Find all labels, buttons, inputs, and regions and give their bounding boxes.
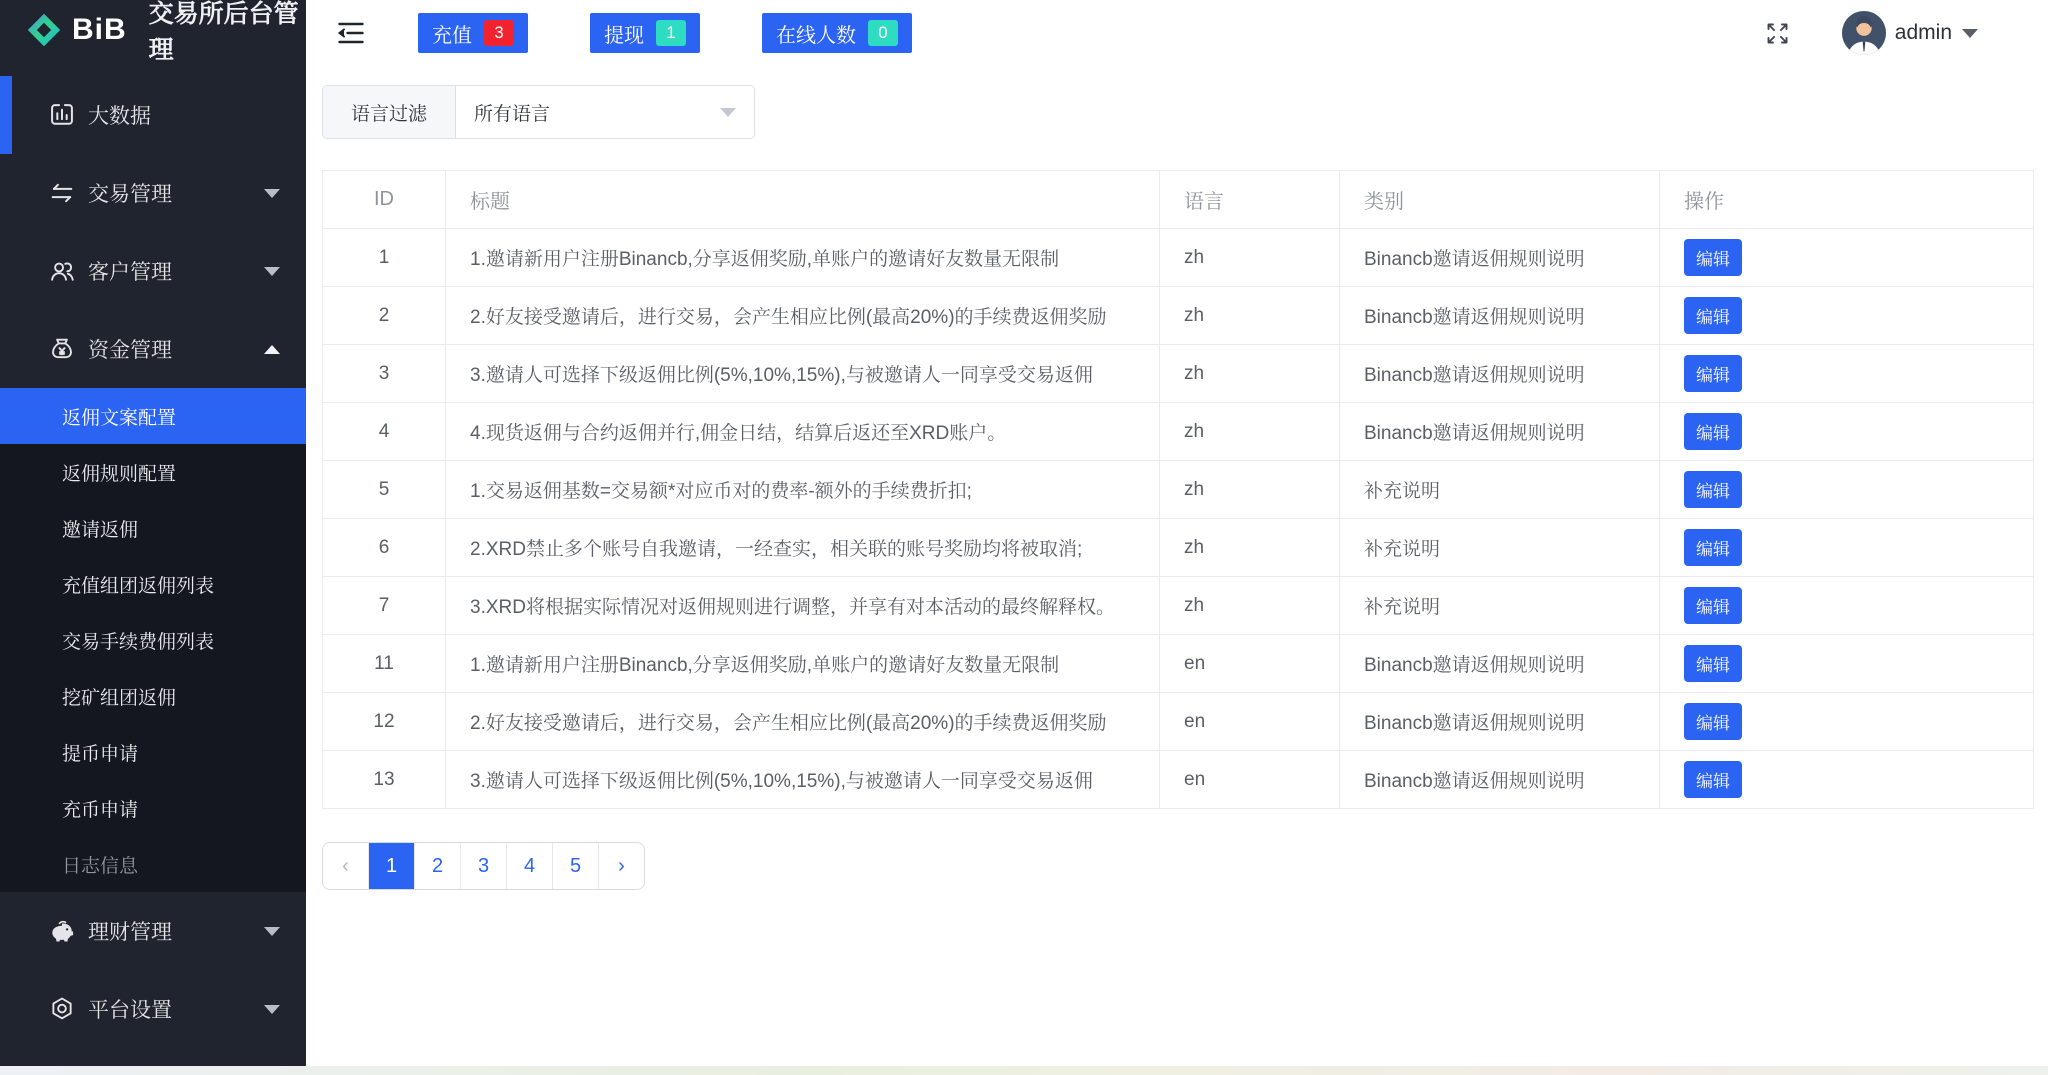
select-chevron-down-icon [720,108,736,117]
cell-id: 1 [323,229,446,287]
pagination-page-5[interactable]: 5 [552,843,598,889]
cell-category: Binancb邀请返佣规则说明 [1340,693,1660,751]
cell-title: 2.好友接受邀请后，进行交易，会产生相应比例(最高20%)的手续费返佣奖励 [446,287,1160,345]
cell-title: 3.邀请人可选择下级返佣比例(5%,10%,15%),与被邀请人一同享受交易返佣 [446,345,1160,403]
submenu-item[interactable]: 提币申请 [62,743,139,765]
cell-language: en [1160,693,1340,751]
language-select-value: 所有语言 [474,103,551,125]
pagination-next[interactable]: › [598,843,644,889]
logo-row [0,0,306,64]
table-row [323,577,2034,635]
chevron-down-icon [264,1005,280,1014]
sidebar-item-users[interactable] [0,232,306,310]
cell-category: Binancb邀请返佣规则说明 [1340,751,1660,809]
brand-gem-icon [26,12,62,48]
edit-button[interactable]: 编辑 [1684,761,1742,798]
cell-actions [1660,693,2034,751]
cell-title: 3.邀请人可选择下级返佣比例(5%,10%,15%),与被邀请人一同享受交易返佣 [446,751,1160,809]
cell-language: zh [1160,403,1340,461]
submenu-item[interactable]: 返佣文案配置 [0,388,306,444]
cell-id: 5 [323,461,446,519]
sidebar-item-label: 交易管理 [88,183,172,206]
cell-actions [1660,345,2034,403]
chevron-down-icon [264,927,280,936]
sidebar-item-label: 理财管理 [88,921,172,944]
sidebar-item-piggy[interactable] [0,892,306,970]
cell-id: 2 [323,287,446,345]
cell-category: Binancb邀请返佣规则说明 [1340,635,1660,693]
topbar-button[interactable] [418,13,528,53]
cell-language: zh [1160,229,1340,287]
submenu-item[interactable]: 日志信息 [62,855,139,877]
sidebar-item-label: 平台设置 [88,999,172,1022]
pagination-page-3[interactable]: 3 [460,843,506,889]
edit-button[interactable]: 编辑 [1684,355,1742,392]
language-filter-group [322,85,755,139]
sidebar-collapse-icon[interactable] [336,20,366,46]
table-row [323,693,2034,751]
cell-id: 6 [323,519,446,577]
topbar-button-label: 在线人数 [776,24,856,47]
count-badge: 1 [656,20,686,46]
cell-language: zh [1160,345,1340,403]
cell-actions [1660,403,2034,461]
pagination-page-2[interactable]: 2 [414,843,460,889]
sidebar-item-label: 客户管理 [88,261,172,284]
edit-button[interactable]: 编辑 [1684,297,1742,334]
column-header-language: 语言 [1160,171,1340,229]
cell-id: 13 [323,751,446,809]
users-icon [48,257,76,285]
cell-category: 补充说明 [1340,519,1660,577]
submenu-item[interactable]: 交易手续费佣列表 [62,631,215,653]
sidebar-item-moneybag[interactable] [0,310,306,388]
table-row [323,229,2034,287]
pagination-prev[interactable]: ‹ [323,843,368,889]
cell-language: en [1160,635,1340,693]
cell-title: 2.好友接受邀请后，进行交易，会产生相应比例(最高20%)的手续费返佣奖励 [446,693,1160,751]
submenu-item[interactable]: 充币申请 [62,799,139,821]
avatar[interactable] [1841,10,1887,56]
cell-id: 4 [323,403,446,461]
gear-icon [48,995,76,1023]
cell-title: 1.邀请新用户注册Binancb,分享返佣奖励,单账户的邀请好友数量无限制 [446,635,1160,693]
cell-actions [1660,229,2034,287]
chevron-down-icon [264,267,280,276]
edit-button[interactable]: 编辑 [1684,703,1742,740]
table-row [323,345,2034,403]
sidebar-item-gear[interactable] [0,970,306,1048]
table-header-row [323,171,2034,229]
cell-title: 1.交易返佣基数=交易额*对应币对的费率-额外的手续费折扣; [446,461,1160,519]
column-header-category: 类别 [1340,171,1660,229]
cell-language: zh [1160,577,1340,635]
user-chevron-down-icon[interactable] [1962,29,1978,38]
column-header-actions: 操作 [1660,171,2034,229]
edit-button[interactable]: 编辑 [1684,587,1742,624]
cell-language: zh [1160,519,1340,577]
edit-button[interactable]: 编辑 [1684,413,1742,450]
cell-actions [1660,287,2034,345]
cell-actions [1660,519,2034,577]
topbar-button[interactable] [590,13,700,53]
topbar [306,0,2048,66]
pagination [322,842,645,890]
cell-category: 补充说明 [1340,461,1660,519]
edit-button[interactable]: 编辑 [1684,471,1742,508]
chevron-down-icon [264,189,280,198]
sidebar-item-chart[interactable] [0,76,306,154]
table-row [323,635,2034,693]
submenu-item[interactable]: 返佣规则配置 [62,463,177,485]
cell-actions [1660,635,2034,693]
moneybag-icon [48,335,76,363]
cell-language: en [1160,751,1340,809]
cell-title: 3.XRD将根据实际情况对返佣规则进行调整，并享有对本活动的最终解释权。 [446,577,1160,635]
cell-id: 12 [323,693,446,751]
content [306,66,2048,890]
count-badge: 0 [868,20,898,46]
topbar-button-label: 充值 [432,24,472,47]
sidebar-item-label: 大数据 [88,105,151,128]
app-title: 交易所后台管理 [148,0,299,64]
piggy-icon [48,917,76,945]
funds-submenu [0,388,306,892]
column-header-id: ID [323,171,446,229]
topbar-button[interactable] [762,13,912,53]
submenu-item[interactable]: 邀请返佣 [62,519,139,541]
table-row [323,287,2034,345]
cell-id: 7 [323,577,446,635]
submenu-item[interactable]: 充值组团返佣列表 [62,575,215,597]
cell-title: 4.现货返佣与合约返佣并行,佣金日结，结算后返还至XRD账户。 [446,403,1160,461]
table-row [323,461,2034,519]
sidebar-item-label: 资金管理 [88,339,172,362]
cell-id: 3 [323,345,446,403]
horizontal-scrollbar[interactable] [0,1066,2048,1075]
table-row [323,403,2034,461]
user-name[interactable]: admin [1894,21,1952,44]
cell-category: 补充说明 [1340,577,1660,635]
active-indicator-bar [0,76,12,154]
cell-id: 11 [323,635,446,693]
chart-icon [48,101,76,129]
cell-category: Binancb邀请返佣规则说明 [1340,345,1660,403]
sidebar-nav [0,60,306,1048]
chevron-up-icon [264,345,280,354]
language-filter-label: 语言过滤 [323,86,456,138]
edit-button[interactable]: 编辑 [1684,239,1742,276]
language-select[interactable] [456,86,754,138]
pagination-page-4[interactable]: 4 [506,843,552,889]
main-area [306,0,2048,1066]
cell-category: Binancb邀请返佣规则说明 [1340,403,1660,461]
sidebar [0,0,306,1066]
column-header-title: 标题 [446,171,1160,229]
copy-config-table [322,170,2034,809]
swap-icon [48,179,76,207]
cell-category: Binancb邀请返佣规则说明 [1340,229,1660,287]
edit-button[interactable]: 编辑 [1684,529,1742,566]
topbar-button-label: 提现 [604,24,644,47]
brand-logo-text: BiB [72,13,127,46]
cell-actions [1660,751,2034,809]
fullscreen-icon[interactable] [1764,20,1791,47]
edit-button[interactable]: 编辑 [1684,645,1742,682]
cell-language: zh [1160,287,1340,345]
cell-title: 1.邀请新用户注册Binancb,分享返佣奖励,单账户的邀请好友数量无限制 [446,229,1160,287]
submenu-item[interactable]: 挖矿组团返佣 [62,687,177,709]
pagination-page-1[interactable]: 1 [368,843,414,889]
sidebar-item-swap[interactable] [0,154,306,232]
table-row [323,751,2034,809]
table-row [323,519,2034,577]
cell-language: zh [1160,461,1340,519]
count-badge: 3 [484,20,514,46]
cell-actions [1660,577,2034,635]
cell-category: Binancb邀请返佣规则说明 [1340,287,1660,345]
cell-actions [1660,461,2034,519]
cell-title: 2.XRD禁止多个账号自我邀请，一经查实，相关联的账号奖励均将被取消; [446,519,1160,577]
